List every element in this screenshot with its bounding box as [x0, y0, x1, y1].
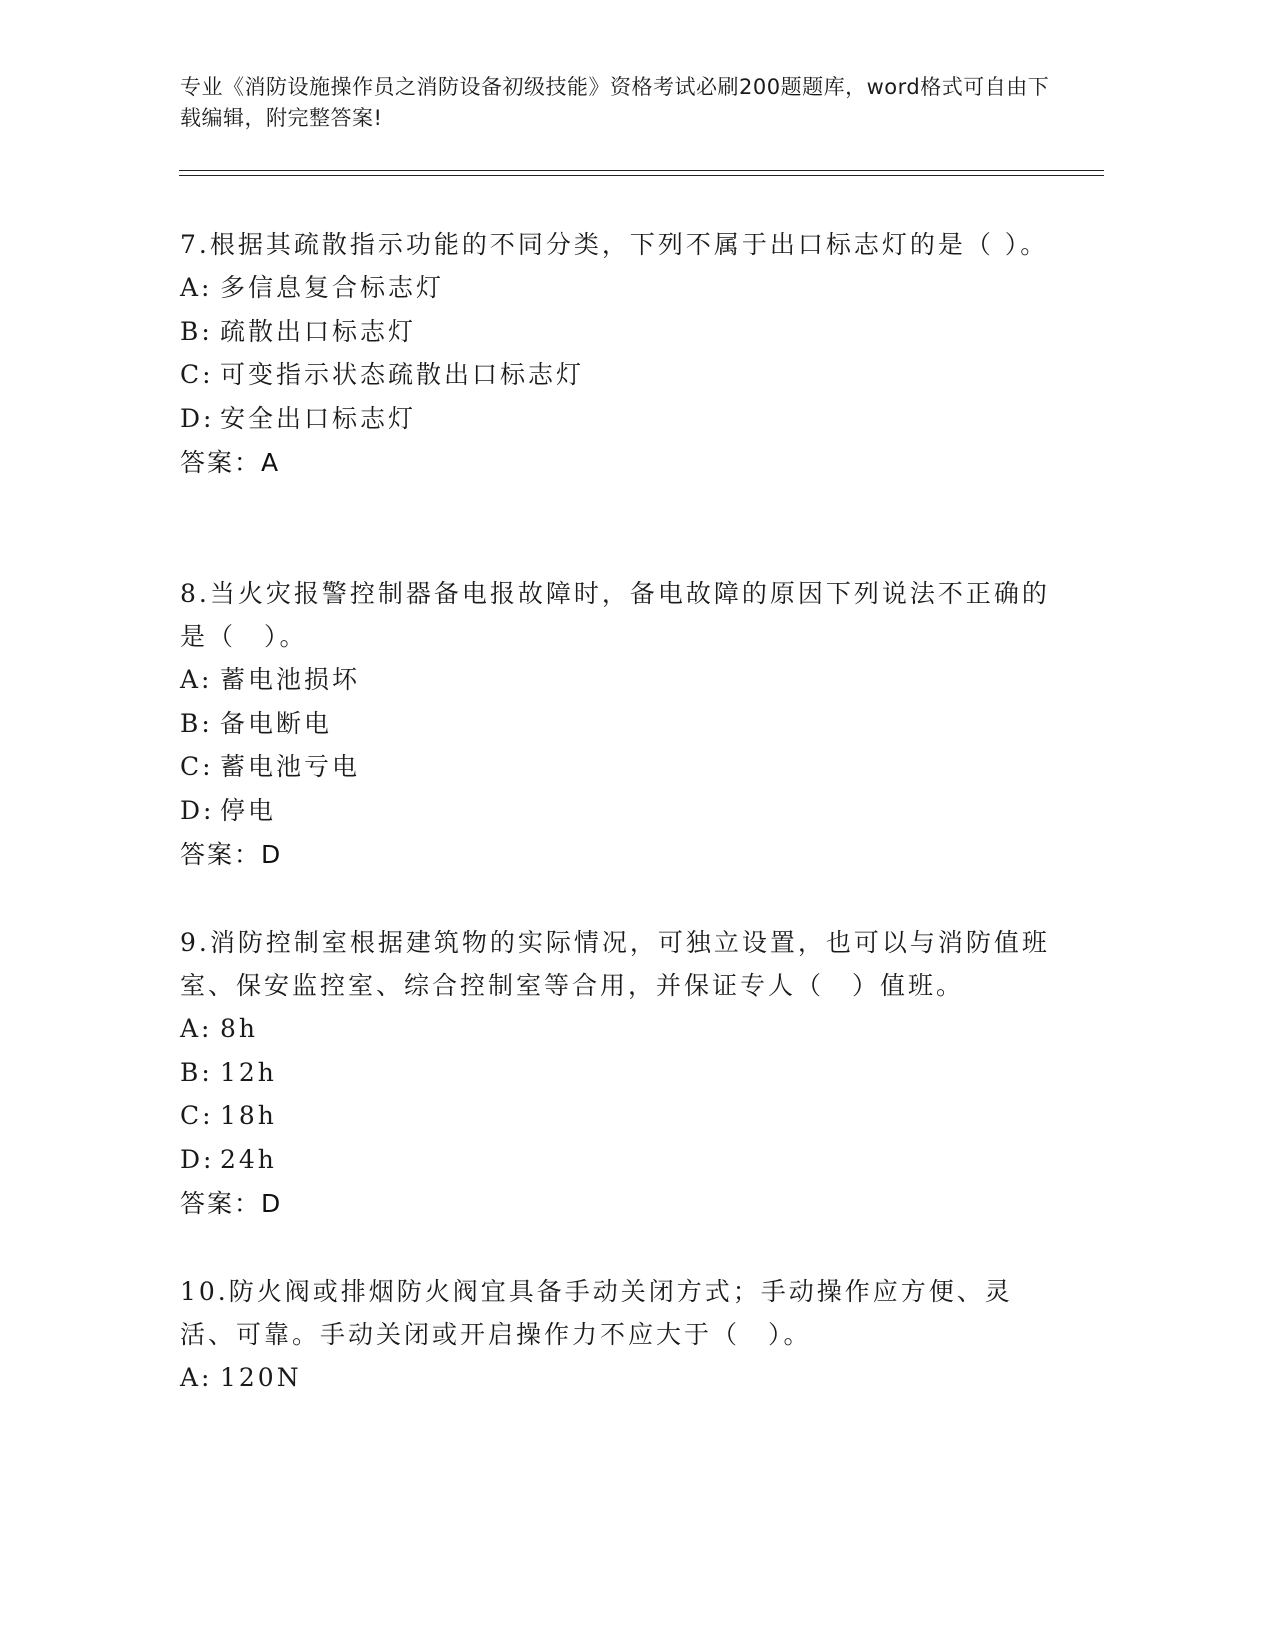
- option-list: [180, 1007, 1060, 1181]
- option-key: A:: [180, 1363, 213, 1392]
- answer-label: 答案：D: [180, 840, 283, 869]
- option-key: C:: [180, 1101, 214, 1130]
- option-list: [180, 1356, 1060, 1400]
- option-text: 可变指示状态疏散出口标志灯: [220, 360, 585, 389]
- option-key: D:: [180, 403, 215, 433]
- option-text: 多信息复合标志灯: [220, 273, 445, 302]
- option-a: [180, 1356, 1060, 1400]
- option-text: 蓄电池损坏: [220, 665, 361, 694]
- page-header: 专业《消防设施操作员之消防设备初级技能》资格考试必刷200题题库，word格式可自由下载编辑，附完整答案!: [180, 75, 1050, 130]
- option-key: D:: [180, 1144, 215, 1174]
- option-text: 120N: [220, 1363, 302, 1392]
- option-d: [180, 397, 1060, 441]
- option-text: 8h: [220, 1014, 259, 1043]
- header-divider-bottom: [179, 175, 1104, 176]
- option-text: 备电断电: [220, 708, 333, 738]
- answer-label: 答案：A: [180, 448, 281, 477]
- question-7: [180, 223, 1060, 486]
- option-c: [180, 745, 1060, 789]
- option-key: C:: [180, 752, 214, 781]
- option-a: [180, 266, 1060, 310]
- option-text: 疏散出口标志灯: [220, 316, 417, 346]
- question-text: 8.当火灾报警控制器备电报故障时，备电故障的原因下列说法不正确的是（ ）。: [180, 579, 1050, 651]
- option-list: [180, 266, 1060, 440]
- option-a: [180, 1007, 1060, 1051]
- option-d: [180, 1138, 1060, 1182]
- header-divider-top: [179, 170, 1104, 171]
- option-a: [180, 658, 1060, 702]
- option-b: [180, 702, 1060, 746]
- option-key: B:: [180, 316, 213, 346]
- option-text: 18h: [220, 1101, 277, 1130]
- option-c: [180, 1094, 1060, 1138]
- option-text: 安全出口标志灯: [220, 403, 417, 433]
- option-list: [180, 658, 1060, 832]
- option-text: 12h: [220, 1057, 277, 1087]
- option-key: B:: [180, 1057, 213, 1087]
- option-key: A:: [180, 273, 213, 302]
- option-key: C:: [180, 360, 214, 389]
- option-text: 24h: [220, 1144, 277, 1174]
- option-text: 蓄电池亏电: [220, 752, 361, 781]
- option-d: [180, 789, 1060, 833]
- option-key: A:: [180, 1014, 213, 1043]
- answer-label: 答案：D: [180, 1189, 283, 1218]
- option-c: [180, 353, 1060, 397]
- question-text: 10.防火阀或排烟防火阀宜具备手动关闭方式；手动操作应方便、灵活、可靠。手动关闭或开启操作力不应大于（ ）。: [180, 1277, 1013, 1349]
- question-10: [180, 1270, 1060, 1400]
- question-9: [180, 921, 1060, 1227]
- question-text: 9.消防控制室根据建筑物的实际情况，可独立设置，也可以与消防值班室、保安监控室、综合控制室等合用，并保证专人（ ）值班。: [180, 928, 1050, 1000]
- question-8: [180, 572, 1060, 878]
- option-b: [180, 310, 1060, 354]
- option-key: A:: [180, 665, 213, 694]
- option-key: D:: [180, 795, 215, 825]
- option-key: B:: [180, 708, 213, 738]
- option-b: [180, 1051, 1060, 1095]
- option-text: 停电: [220, 795, 277, 825]
- question-text: 7.根据其疏散指示功能的不同分类，下列不属于出口标志灯的是（ ）。: [180, 230, 1049, 259]
